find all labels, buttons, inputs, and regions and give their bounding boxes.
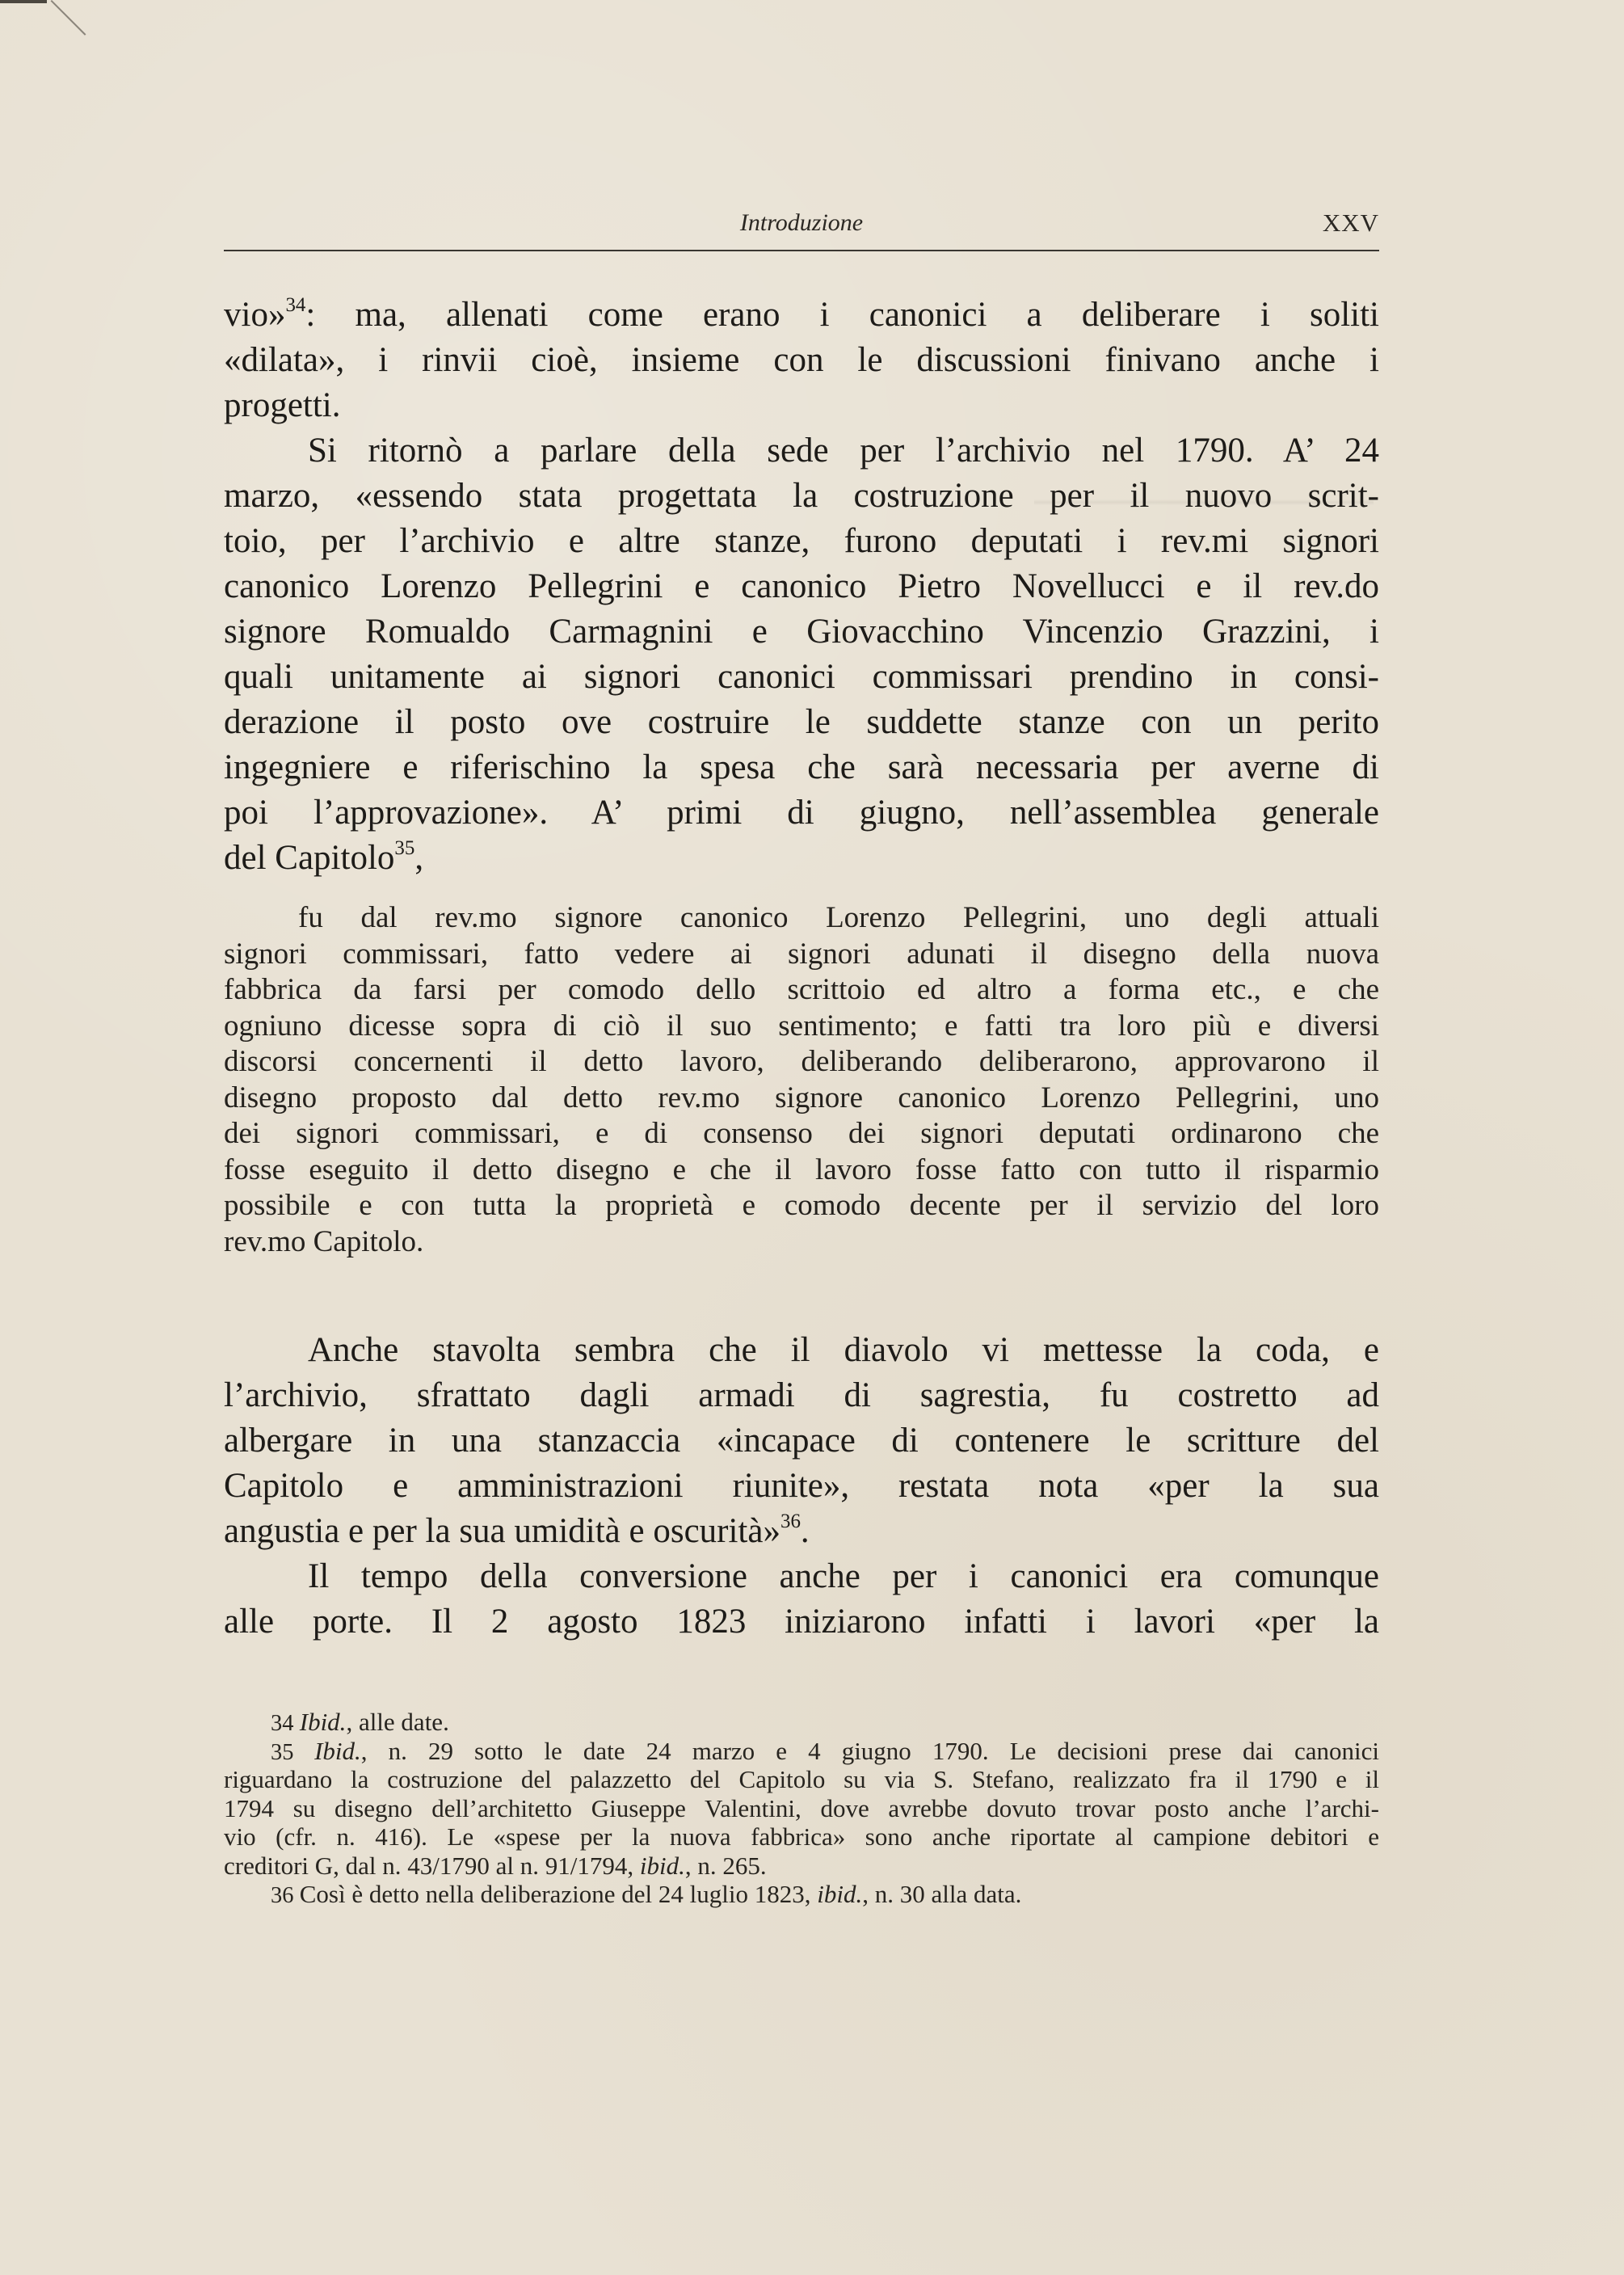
page-edge-tick	[51, 0, 86, 36]
footnote-35-line-4: vio (cfr. n. 416). Le «spese per la nuova fabbrica» sono anche riportate al campione debitori e	[224, 1822, 1379, 1851]
after-line-3: albergare in una stanzaccia «incapace di contenere le scritture del	[224, 1422, 1379, 1460]
main-line-2: «dilata», i rinvii cioè, insieme con le discussioni finivano anche i	[224, 341, 1379, 379]
main-line-8: signore Romualdo Carmagnini e Giovacchino Vincenzio Grazzini, i	[224, 613, 1379, 651]
quote-line-2: signori commissari, fatto vedere ai signori adunati il disegno della nuova	[224, 937, 1379, 971]
after-line-7: alle porte. Il 2 agosto 1823 iniziarono infatti i lavori «per la	[224, 1603, 1379, 1641]
continued-text	[224, 1328, 1379, 1645]
main-line-13-comma: ,	[414, 839, 424, 877]
quote-line-6: disegno proposto dal detto rev.mo signore canonico Lorenzo Pellegrini, uno	[224, 1081, 1379, 1114]
quote-line-5: discorsi concernenti il detto lavoro, deliberando deliberarono, approvarono il	[224, 1045, 1379, 1078]
main-line-3: progetti.	[224, 386, 341, 424]
after-line-4: Capitolo e amministrazioni riunite», restata nota «per la sua	[224, 1467, 1379, 1505]
main-line-5: marzo, «essendo stata progettata la costruzione per il nuovo scrit-	[224, 477, 1379, 515]
footnote-35-ibid-2: ibid.	[639, 1851, 685, 1880]
footnotes	[224, 1708, 1379, 1909]
footnote-36-ibid: ibid.	[817, 1880, 863, 1908]
footnote-35-text-6: , n. 265.	[684, 1851, 767, 1880]
after-line-2: l’archivio, sfrattato dagli armadi di sagrestia, fu costretto ad	[224, 1376, 1379, 1414]
footnote-ref-34: 34	[285, 294, 306, 317]
main-line-1	[224, 293, 1379, 338]
quote-line-7: dei signori commissari, e di consenso dei signori deputati ordinarono che	[224, 1117, 1379, 1150]
quote-line-8: fosse eseguito il detto disegno e che il lavoro fosse fatto con tutto il risparmio	[224, 1152, 1379, 1186]
quote-line-9: possibile e con tutta la proprietà e comodo decente per il servizio del loro	[224, 1189, 1379, 1222]
footnote-ref-36: 36	[780, 1510, 801, 1533]
main-line-11: ingegniere e riferischino la spesa che sarà necessaria per averne di	[224, 748, 1379, 786]
page-number: XXV	[1322, 209, 1379, 237]
footnote-36-number: 36	[271, 1883, 294, 1908]
block-quote	[224, 900, 1379, 1260]
main-line-13	[224, 836, 1379, 881]
footnote-34	[224, 1708, 1379, 1737]
header-title: Introduzione	[739, 209, 864, 236]
quote-line-3: fabbrica da farsi per comodo dello scrittoio ed altro a forma etc., e che	[224, 973, 1379, 1006]
footnote-35-text-5: creditori G, dal n. 43/1790 al n. 91/1794,	[224, 1851, 640, 1880]
footnote-35-ibid: Ibid.	[314, 1736, 361, 1765]
main-text	[224, 293, 1379, 881]
footnote-34-text: , alle date.	[346, 1708, 449, 1736]
page-edge-mark	[0, 0, 47, 3]
main-line-6: toio, per l’archivio e altre stanze, furono deputati i rev.mi signori	[224, 522, 1379, 560]
main-line-13-text: del Capitolo	[224, 839, 395, 877]
footnote-35-line-3: 1794 su disegno dell’architetto Giuseppe Valentini, dove avrebbe dovuto trovar posto anche l’archi-	[224, 1793, 1379, 1822]
footnote-34-number: 34	[271, 1711, 294, 1736]
footnote-34-ibid: Ibid.	[299, 1708, 347, 1736]
main-line-7: canonico Lorenzo Pellegrini e canonico Pietro Novellucci e il rev.do	[224, 567, 1379, 605]
main-line-1-prefix: vio»	[224, 296, 286, 334]
footnote-ref-35: 35	[394, 837, 415, 860]
quote-line-4: ogniuno dicesse sopra di ciò il suo sentimento; e fatti tra loro più e diversi	[224, 1009, 1379, 1043]
running-header	[224, 209, 1379, 251]
footnote-35-line-1	[224, 1737, 1379, 1766]
header-rule	[224, 250, 1379, 251]
footnote-35-line-5	[224, 1852, 1379, 1881]
after-line-5	[224, 1509, 1379, 1554]
after-line-1: Anche stavolta sembra che il diavolo vi mettesse la coda, e	[308, 1331, 1379, 1369]
footnote-36	[224, 1880, 1379, 1909]
after-line-5-period: .	[800, 1512, 810, 1550]
after-line-5-text: angustia e per la sua umidità e oscurità»	[224, 1512, 780, 1550]
after-line-6: Il tempo della conversione anche per i canonici era comunque	[308, 1557, 1379, 1595]
footnote-36-text-2: , n. 30 alla data.	[862, 1880, 1022, 1908]
footnote-36-text-1: Così è detto nella deliberazione del 24 luglio 1823,	[299, 1880, 818, 1908]
footnote-35-text-1: , n. 29 sotto le date 24 marzo e 4 giugno 1790. Le decisioni prese dai canonici	[360, 1736, 1379, 1765]
main-line-1-text: : ma, allenati come erano i canonici a deliberare i soliti	[305, 296, 1379, 334]
main-line-4: Si ritornò a parlare della sede per l’archivio nel 1790. A’ 24	[308, 432, 1379, 470]
main-line-9: quali unitamente ai signori canonici commissari prendino in consi-	[224, 658, 1379, 696]
quote-line-1: fu dal rev.mo signore canonico Lorenzo Pellegrini, uno degli attuali	[298, 901, 1379, 934]
footnote-35-number: 35	[271, 1739, 294, 1765]
footnote-35-line-2: riguardano la costruzione del palazzetto del Capitolo su via S. Stefano, realizzato fra il 1790 e il	[224, 1765, 1379, 1793]
main-line-12: poi l’approvazione». A’ primi di giugno, nell’assemblea generale	[224, 794, 1379, 832]
quote-line-10: rev.mo Capitolo.	[224, 1224, 424, 1258]
main-line-10: derazione il posto ove costruire le suddette stanze con un perito	[224, 703, 1379, 741]
